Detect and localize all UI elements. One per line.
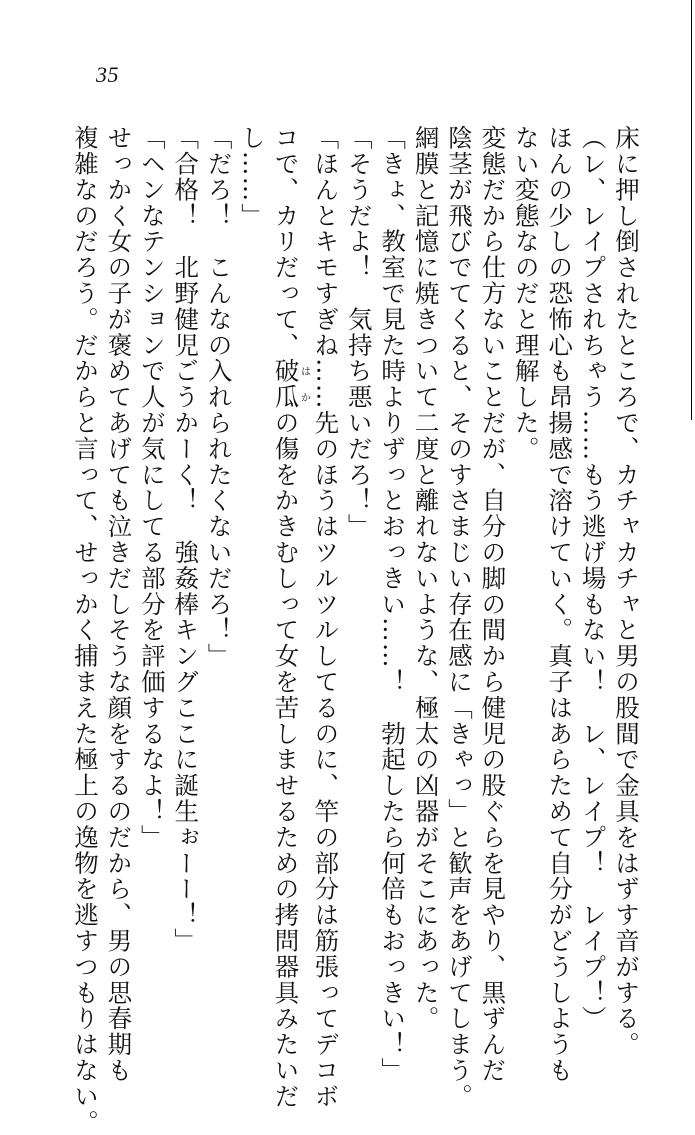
page-number: 35 [96, 62, 119, 87]
text-line-4: ない変態なのだと理解した。 [511, 125, 541, 462]
text-line-8: 「きょ、教室で見た時よりずっとおっきい……！ 勃起したら何倍もおっきい！」 [378, 125, 408, 1084]
text-line-7: 網膜と記憶に焼きついて二度と離れないような、極太の凶器がそこにあった。 [411, 125, 441, 1032]
text-line-6: 陰茎が飛びでてくると、そのすさまじい存在感に「きゃっ」と歓声をあげてしまう。 [444, 125, 474, 1110]
text-line-12: し……」 [238, 125, 268, 229]
vertical-text-body [69, 125, 643, 1135]
page-edge-line [691, 0, 692, 420]
text-line-5: 変態だから仕方ないことだが、自分の脚の間から健児の股ぐらを見やり、黒ずんだ [478, 125, 508, 1084]
text-line-11: コで、カリだって、破瓜はかの傷をかきむしって女を苦しませるための拷問器具みたいだ [271, 125, 310, 1110]
ruby-annotation: 破瓜はか [271, 358, 310, 410]
text-line-16: せっかく女の子が褒めてあげても泣きだしそうな顔をするのだから、男の思春期も [104, 125, 134, 1084]
text-line-9: 「そうだよ！ 気持ち悪いだろ！」 [344, 125, 374, 540]
text-line-1: 床に押し倒されたところで、カチャカチャと男の股間で金具をはずす音がする。 [612, 125, 641, 1058]
ruby-reading: はか [298, 358, 310, 410]
text-line-10: 「ほんとキモすぎね……先のほうはツルツルしてるのに、竿の部分は筋張ってデコボ [311, 125, 341, 1110]
text-line-14: 「合格！ 北野健児ごうかーく！ 強姦棒キングここに誕生ぉーー！」 [171, 125, 201, 954]
text-line-13: 「だろ！ こんなの入れられたくないだろ！」 [204, 125, 234, 669]
text-line-2: （レ、レイプされちゃう……もう逃げ場もない！ レ、レイプ！ レイプ！） [578, 125, 608, 1032]
text-line-3: ほんの少しの恐怖心も昂揚感で溶けていく。真子はあらためて自分がどうしようも [545, 125, 575, 1084]
text-line-17: 複雑なのだろう。だからと言って、せっかく捕まえた極上の逸物を逃すつもりはない。 [71, 125, 100, 1135]
text-line-15: 「ヘンなテンションで人が気にしてる部分を評価するなよ！」 [137, 125, 167, 851]
